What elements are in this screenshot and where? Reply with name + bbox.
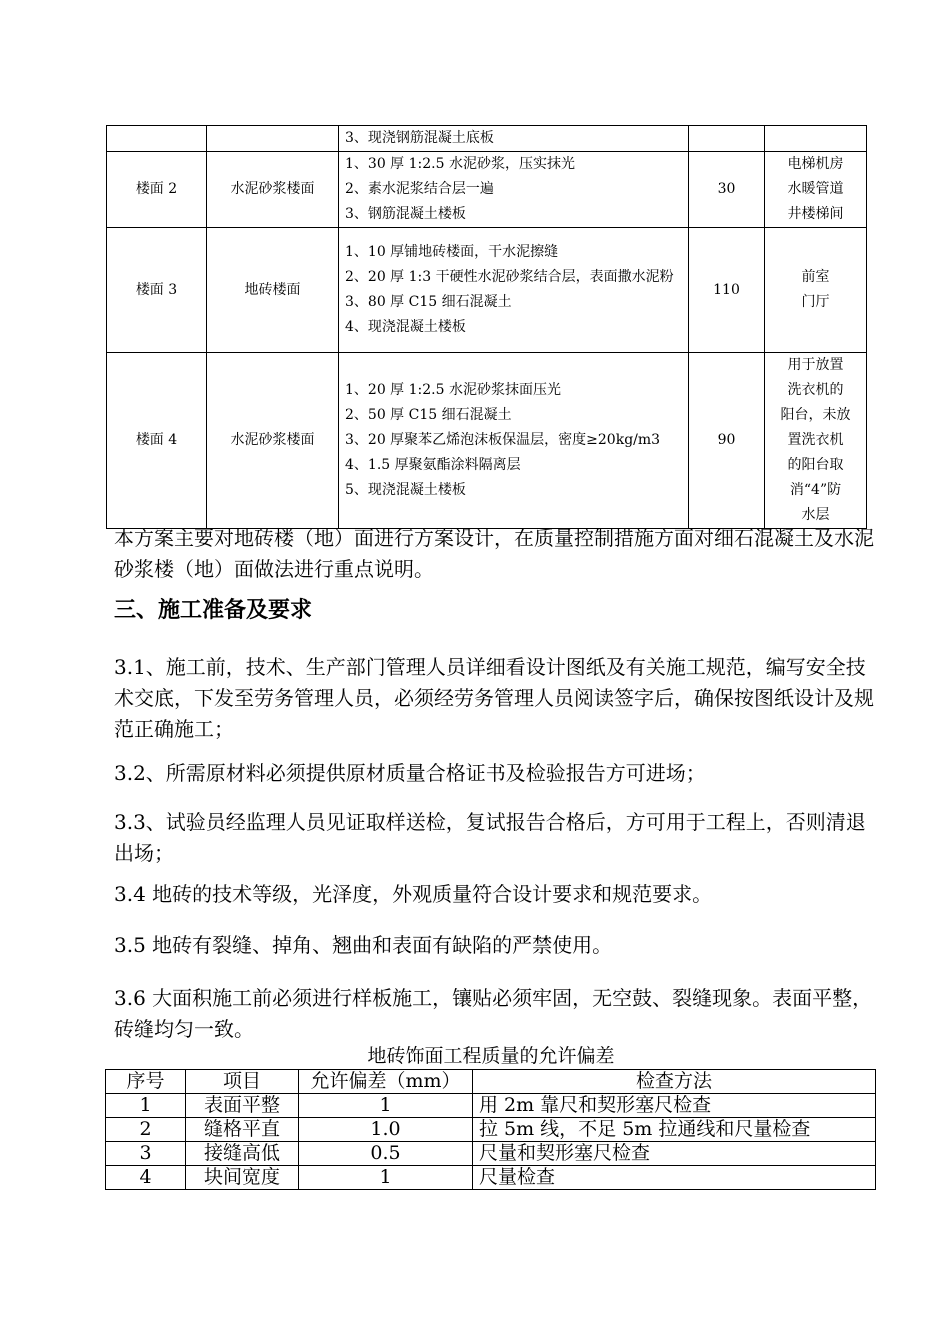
tolerance-cell: 1 [299, 1094, 473, 1118]
floor-cell: 楼面 4 [107, 353, 207, 529]
thickness-cell: 110 [689, 228, 765, 353]
construction-step: 4、1.5 厚聚氨酯涂料隔离层 [345, 457, 521, 473]
table-row [107, 152, 867, 228]
table-row [107, 126, 867, 152]
construction-step: 3、现浇钢筋混凝土底板 [345, 130, 494, 146]
tolerance-cell: 1 [299, 1166, 473, 1190]
method-cell: 拉 5m 线，不足 5m 拉通线和尺量检查 [473, 1118, 876, 1142]
thickness-cell [689, 126, 765, 152]
construction-step: 1、10 厚铺地砖楼面，干水泥擦缝 [345, 244, 559, 260]
table-row [106, 1142, 876, 1166]
header-cell: 允许偏差（mm） [299, 1070, 473, 1094]
index-cell: 2 [106, 1118, 186, 1142]
floor-spec-table [106, 125, 867, 529]
usage-line: 消“4”防 [789, 482, 842, 498]
usage-line: 的阳台取 [787, 457, 844, 473]
item-cell: 块间宽度 [186, 1166, 299, 1190]
construction-step: 3、钢筋混凝土楼板 [345, 206, 466, 222]
usage-line: 水层 [801, 507, 830, 523]
usage-cell [765, 126, 867, 152]
construction-steps-cell [339, 228, 689, 353]
construction-step: 3、80 厚 C15 细石混凝土 [345, 294, 512, 310]
floor-cell: 楼面 3 [107, 228, 207, 353]
construction-step: 1、20 厚 1:2.5 水泥砂浆抹面压光 [345, 382, 561, 398]
construction-steps-cell [339, 152, 689, 228]
usage-cell [765, 353, 867, 529]
requirement-item-3-6: 3.6 大面积施工前必须进行样板施工，镶贴必须牢固，无空鼓、裂缝现象。表面平整，砖缝均匀一致。 [114, 986, 873, 1041]
usage-line: 前室 [801, 269, 830, 285]
construction-step: 2、50 厚 C15 细石混凝土 [345, 407, 512, 423]
header-cell: 序号 [106, 1070, 186, 1094]
item-cell: 缝格平直 [186, 1118, 299, 1142]
tolerance-cell: 1.0 [299, 1118, 473, 1142]
table-caption: 地砖饰面工程质量的允许偏差 [367, 1045, 615, 1067]
floor-name-cell: 地砖楼面 [207, 228, 339, 353]
usage-line: 电梯机房 [787, 156, 844, 172]
requirement-item-3-5: 3.5 地砖有裂缝、掉角、翘曲和表面有缺陷的严禁使用。 [114, 933, 613, 957]
construction-step: 3、20 厚聚苯乙烯泡沫板保温层，密度≥20kg/m3 [345, 432, 661, 448]
construction-step: 4、现浇混凝土楼板 [345, 319, 466, 335]
table-row [107, 228, 867, 353]
usage-line: 井楼梯间 [787, 206, 844, 222]
usage-line: 置洗衣机 [787, 432, 844, 448]
table-header-row [106, 1070, 876, 1094]
table-row [106, 1118, 876, 1142]
method-cell: 尺量检查 [473, 1166, 876, 1190]
method-cell: 用 2m 靠尺和契形塞尺检查 [473, 1094, 876, 1118]
construction-step: 2、20 厚 1:3 干硬性水泥砂浆结合层，表面撒水泥粉 [345, 269, 674, 285]
floor-name-cell: 水泥砂浆楼面 [207, 353, 339, 529]
method-cell: 尺量和契形塞尺检查 [473, 1142, 876, 1166]
index-cell: 1 [106, 1094, 186, 1118]
tolerance-table [105, 1069, 876, 1190]
item-cell: 表面平整 [186, 1094, 299, 1118]
construction-steps-cell [339, 126, 689, 152]
floor-cell [107, 126, 207, 152]
usage-line: 阳台，未放 [780, 407, 851, 423]
item-cell: 接缝高低 [186, 1142, 299, 1166]
usage-line: 用于放置 [787, 357, 844, 373]
thickness-cell: 30 [689, 152, 765, 228]
index-cell: 3 [106, 1142, 186, 1166]
floor-name-cell [207, 126, 339, 152]
requirement-item-3-2: 3.2、所需原材料必须提供原材质量合格证书及检验报告方可进场； [114, 761, 706, 785]
construction-step: 1、30 厚 1:2.5 水泥砂浆，压实抹光 [345, 156, 575, 172]
requirement-item-3-3: 3.3、试验员经监理人员见证取样送检，复试报告合格后，方可用于工程上，否则清退出场； [114, 810, 866, 865]
floor-cell: 楼面 2 [107, 152, 207, 228]
usage-line: 门厅 [801, 294, 830, 310]
header-cell: 检查方法 [473, 1070, 876, 1094]
floor-name-cell: 水泥砂浆楼面 [207, 152, 339, 228]
tolerance-cell: 0.5 [299, 1142, 473, 1166]
construction-steps-cell [339, 353, 689, 529]
requirement-item-3-4: 3.4 地砖的技术等级，光泽度，外观质量符合设计要求和规范要求。 [114, 882, 713, 906]
table-row [106, 1166, 876, 1190]
header-cell: 项目 [186, 1070, 299, 1094]
index-cell: 4 [106, 1166, 186, 1190]
construction-step: 5、现浇混凝土楼板 [345, 482, 466, 498]
table-row [106, 1094, 876, 1118]
intro-paragraph: 本方案主要对地砖楼（地）面进行方案设计，在质量控制措施方面对细石混凝土及水泥砂浆楼（地）面做法进行重点说明。 [114, 526, 874, 581]
usage-cell [765, 152, 867, 228]
requirement-item-3-1: 3.1、施工前，技术、生产部门管理人员详细看设计图纸及有关施工规范，编写安全技术交底，下发至劳务管理人员，必须经劳务管理人员阅读签字后，确保按图纸设计及规范正确施工； [114, 655, 874, 741]
usage-line: 水暖管道 [787, 181, 844, 197]
construction-step: 2、素水泥浆结合层一遍 [345, 181, 494, 197]
section-heading: 三、施工准备及要求 [114, 598, 313, 623]
thickness-cell: 90 [689, 353, 765, 529]
table-row [107, 353, 867, 529]
usage-line: 洗衣机的 [787, 382, 844, 398]
usage-cell [765, 228, 867, 353]
